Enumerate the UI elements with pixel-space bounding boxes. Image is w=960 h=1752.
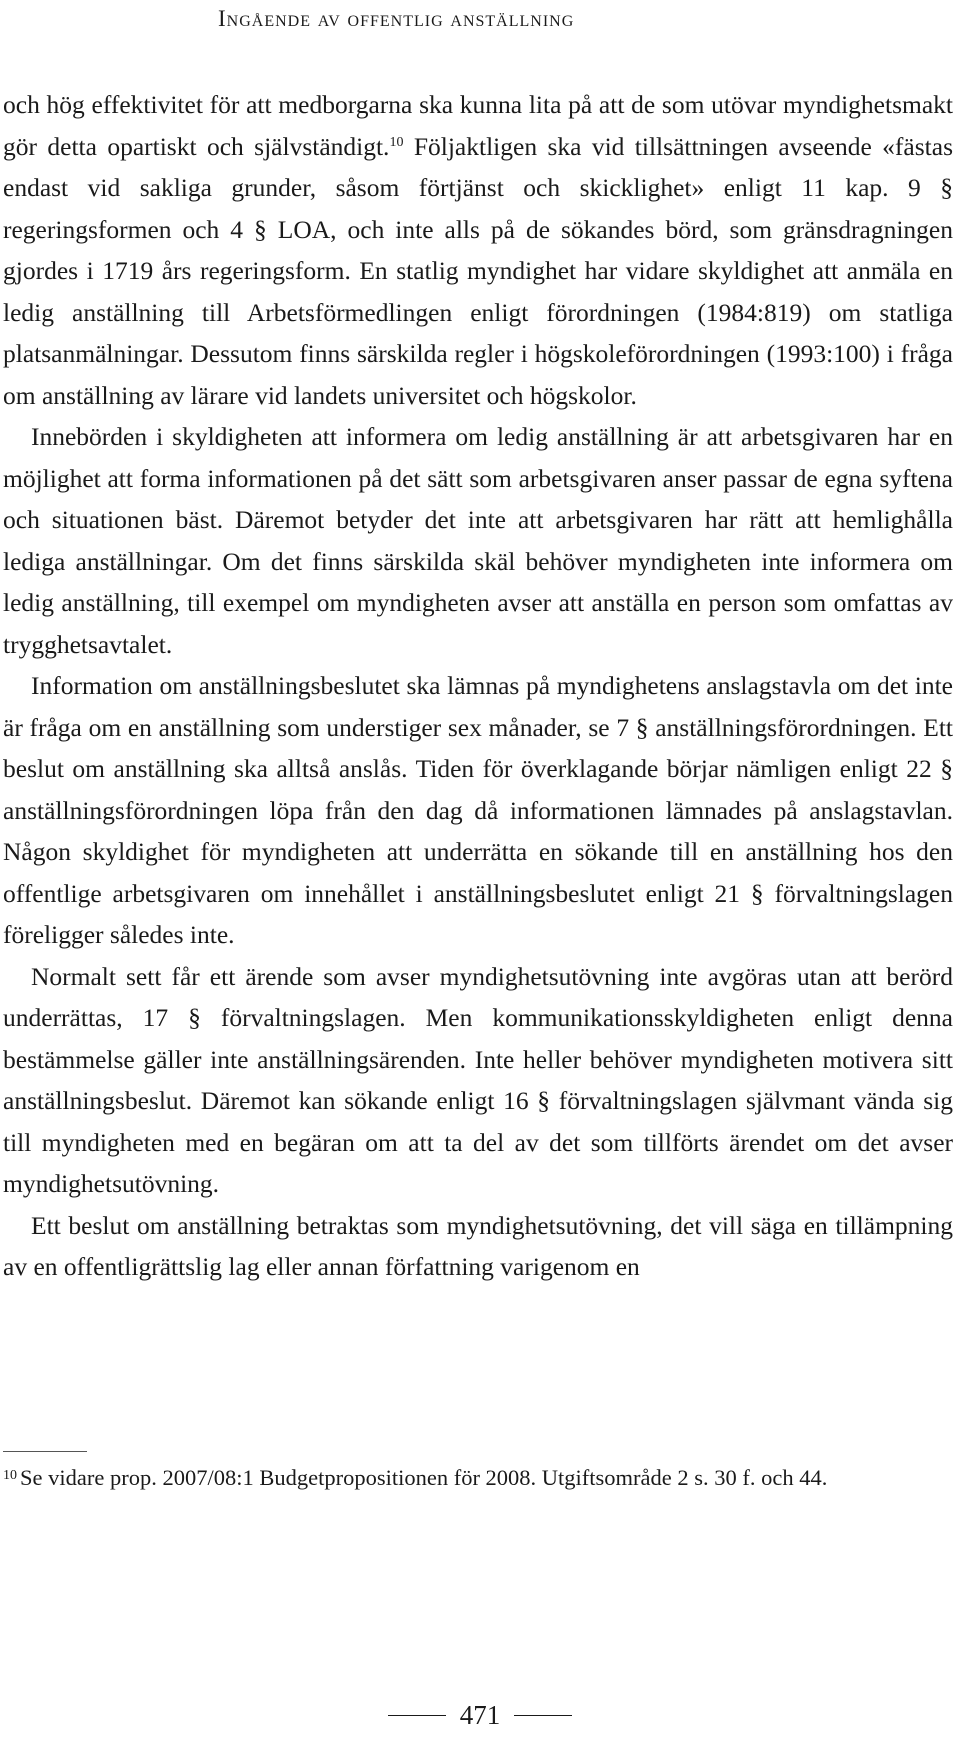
folio-dash-left bbox=[388, 1715, 446, 1716]
running-title: Ingående av offentlig anställning bbox=[218, 6, 575, 31]
paragraph-1-text-a: och hög effektivitet för att medborgarna ska kunna lita på att de som utövar myndighetsmakt gör detta opartiskt och självständigt. bbox=[3, 90, 953, 161]
footnote bbox=[3, 1463, 953, 1493]
folio-dash-right bbox=[514, 1715, 572, 1716]
footnote-rule bbox=[3, 1451, 87, 1452]
paragraph-4: Normalt sett får ett ärende som avser myndighetsutövning inte avgöras utan att berörd underrättas, 17 § förvaltningslagen. Men kommunikationsskyldigheten enligt denna bestämmelse gäller inte anställningsärenden. Inte heller behöver myndigheten motivera sitt anställningsbeslut. Däremot kan sökande enligt 16 § förvaltningslagen självmant vända sig till myndigheten med en begäran om att ta del av det som tillförts ärendet om det avser myndighetsutövning. bbox=[3, 961, 953, 1198]
folio bbox=[0, 1700, 960, 1731]
footnote-text: Se vidare prop. 2007/08:1 Budgetpropositionen för 2008. Utgiftsområde 2 s. 30 f. och 44. bbox=[20, 1465, 828, 1490]
footnote-reference: 10 bbox=[389, 134, 404, 150]
paragraph-2: Innebörden i skyldigheten att informera om ledig anställning är att arbetsgivaren har en möjlighet att forma informationen på det sätt som arbetsgivaren anser passar de egna syftena och situationen bäst. Däremot betyder det inte att arbetsgivaren har rätt att hemlighålla lediga anställningar. Om det finns särskilda skäl behöver myndigheten inte informera om ledig anställning, till exempel om myndigheten avser att anställa en person som omfattas av trygghetsavtalet. bbox=[3, 422, 953, 659]
footnote-marker: 10 bbox=[3, 1468, 17, 1483]
paragraph-5: Ett beslut om anställning betraktas som myndighetsutövning, det vill säga en tillämpning av en offentligrättslig lag eller annan författning varigenom en bbox=[3, 1210, 953, 1281]
paragraph-1 bbox=[3, 84, 953, 416]
body-text bbox=[3, 84, 953, 1288]
paragraph-3: Information om anställningsbeslutet ska lämnas på myndighetens anslagstavla om det inte är fråga om en anställning som understiger sex månader, se 7 § anställningsförordningen. Ett beslut om anställning ska alltså anslås. Tiden för överklagande börjar nämligen enligt 22 § anställningsförordningen löpa från den dag då informationen lämnades på anslagstavlan. Någon skyldighet för myndigheten att underrätta en sökande till en anställning hos den offentlige arbetsgivaren om innehållet i anställningsbeslutet enligt 21 § förvaltningslagen föreligger således inte. bbox=[3, 671, 953, 949]
page-number: 471 bbox=[459, 1700, 501, 1730]
paragraph-1-text-b: Följaktligen ska vid tillsättningen avseende «fästas endast vid sakliga grunder, såsom förtjänst och skicklighet» enligt 11 kap. 9 § regeringsformen och 4 § LOA, och inte alls på de sökandes börd, som gränsdragningen gjordes i 1719 års regeringsform. En statlig myndighet har vidare skyldighet att anmäla en ledig anställning till Arbetsförmedlingen enligt förordningen (1984:819) om statliga platsanmälningar. Dessutom finns särskilda regler i högskoleförordningen (1993:100) i fråga om anställning av lärare vid landets universitet och högskolor. bbox=[3, 131, 953, 410]
